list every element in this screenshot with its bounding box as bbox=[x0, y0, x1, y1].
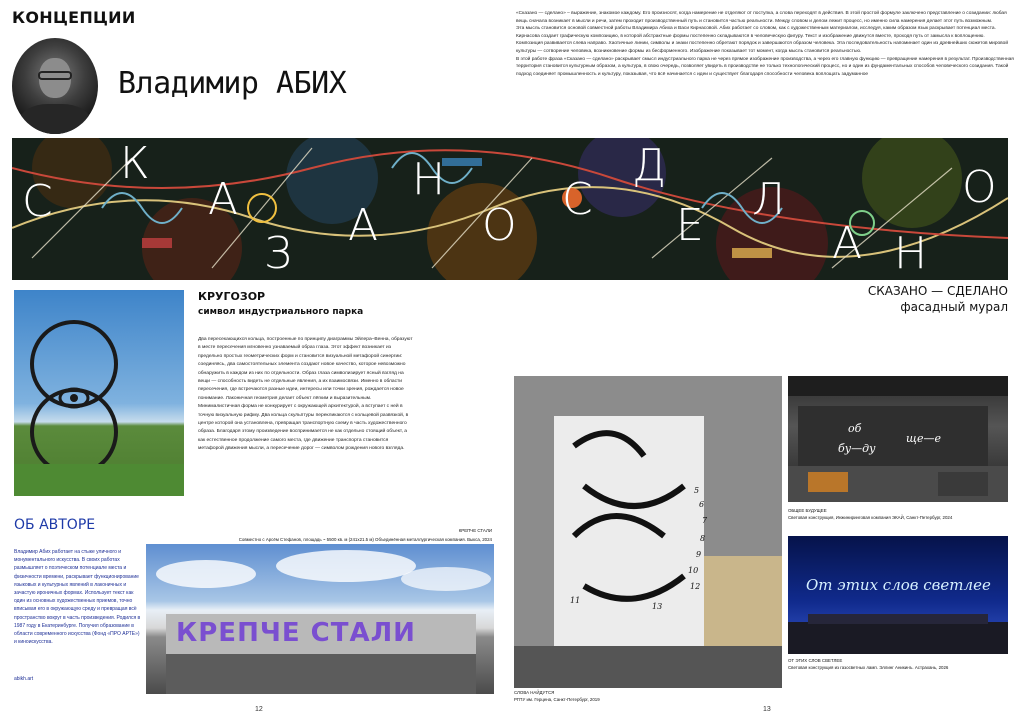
slova-description: РГПУ им. Герцена, Санкт-Петербург, 2019 bbox=[514, 697, 600, 702]
wall-number: 6 bbox=[699, 500, 705, 509]
wall-number: 12 bbox=[690, 582, 701, 591]
obshe-description: Световая конструкция, Инжиниринговая компания ЭКАЙ, Санкт-Петербург, 2024 bbox=[788, 515, 953, 520]
about-text: Владимир Абих работает на стыке уличного и монументального искусства. В своих работах размышляет о поэтическом потенциале места и физичности времени, раскрывает функционирование языковых и культурных явлений в лаконичных и зачастую ироничных формах. Использует текст как один из основных художественных приемов, точно вписывая его в окружающую среду и превращая всё пространство вокруг в часть произведения. Родился в 1987 году в Екатеринбурге. Получил образование в области современного искусства (Фонд «ПРО АРТЕ») и киноискусства. bbox=[14, 549, 141, 646]
wall-number: 11 bbox=[570, 596, 581, 605]
mural-letter: К bbox=[120, 138, 150, 189]
intro-paragraph: Композиция развивается слева направо. Хаотичные линии, символы и знаки постепенно обретают порядок и завершаются образом человека. Эта последовательность напоминает один из древнейших сюжетов мировой культуры — сотворение человека, возникновение формы из бесформенного. Изображение показывает тот момент, когда мысль становится реальностью. bbox=[516, 41, 1009, 54]
wall-number: 8 bbox=[700, 534, 706, 543]
page-number-left: 12 bbox=[255, 706, 263, 713]
neon-description: Световая конструкция из газосветных ламп. Эллинг Аникинъ. Астрахань, 2026 bbox=[788, 665, 949, 670]
mural-letter: Д bbox=[632, 140, 667, 191]
intro-paragraph: В этой работе фраза «Сказано — сделано» раскрывает смысл индустриального парка не через прямое изображение производства, а через его главную функцию — превращение намерения в результат. Производственная территория становится культурным образом, а культура, в свою очередь, позволяет увидеть в производстве не только технологический процесс, но и один из фундаментальных способов человеческого созидания. Такой подход соединяет промышленность и культуру, показывая, что всё начинается с идеи и существует благодаря способности человека воплощать задуманное bbox=[516, 56, 1014, 77]
neon-photo bbox=[788, 536, 1008, 654]
wall-number: 13 bbox=[652, 602, 663, 611]
slova-label: СЛОВА НАЙДУТСЯ bbox=[514, 690, 555, 695]
neon-scene bbox=[788, 536, 1008, 654]
obshe-sign-right: ще—е bbox=[906, 432, 942, 445]
krepche-photo bbox=[146, 544, 494, 694]
avatar-shirt bbox=[20, 104, 90, 134]
mural-letter: С bbox=[562, 174, 593, 225]
avatar-glasses-icon bbox=[38, 71, 72, 80]
mural-letter: З bbox=[264, 228, 292, 279]
wall-mural-scene bbox=[514, 376, 782, 688]
krepche-sign: КРЕПЧЕ СТАЛИ bbox=[176, 618, 416, 648]
krugozor-photo bbox=[14, 290, 184, 496]
mural-letter: А bbox=[208, 174, 239, 225]
krepche-description: Совместно с Арсём Стефанов, площадь ~ 5500 кв. м (241х21.5 м) Объединённая металлургическая компания. Выкса, 2024 bbox=[238, 537, 492, 542]
krepche-label: КРЕПЧЕ СТАЛИ bbox=[458, 528, 492, 533]
author-name: Владимир АБИХ bbox=[118, 66, 347, 101]
intro-paragraph: Эта мысль становится основой совместной работы Владимира Абиха и Васи Кирнасовой. Абих работает со словом, как с художественным материалом, исследуя, каким образом язык раскрывает потенциал места. Кирнасова создает графическую композицию, в которой абстрактные формы постепенно складываются в человеческую фигуру. Текст и изображение движутся вместе, проходя путь от замысла к воплощению. bbox=[516, 26, 996, 39]
mural-letter: А bbox=[348, 200, 379, 251]
mural-letter: А bbox=[832, 218, 863, 269]
slova-photo bbox=[514, 376, 782, 688]
obshe-sign-bottom: бу—ду bbox=[838, 442, 876, 455]
wall-number: 9 bbox=[696, 550, 702, 559]
mural-letter: Л bbox=[752, 174, 786, 225]
krugozor-subtitle: символ индустриального парка bbox=[198, 307, 364, 317]
about-title: ОБ АВТОРЕ bbox=[14, 517, 96, 533]
obshe-label: ОБЩЕЕ БУДУЩЕЕ bbox=[788, 508, 827, 513]
obshe-photo bbox=[788, 376, 1008, 502]
obshe-sign-top: об bbox=[848, 422, 862, 435]
neon-sign: От этих слов светлее bbox=[806, 576, 991, 594]
krugozor-text: Два пересекающихся кольца, построенные по принципу диаграммы Эйлера–Венна, образуют в месте пересечения мгновенно узнаваемый образ глаза. Этот эффект возникает из предельно простых геометрических форм и становится визуальной метафорой синергии: соединяясь, два самостоятельных элемента создают новое качество, которое невозможно обнаружить в каждом из них по отдельности. Образ глаза символизирует ясный взгляд на вещи — способность видеть не отдельные явления, а их взаимосвязи. Именно в области пересечения, где встречаются разные идеи, интересы или точки зрения, рождается новое понимание. Лаконичная геометрия делает объект лёгким и выразительным. Минималистичная форма не конкурирует с окружающей архитектурой, а вступает с ней в точную визуальную рифму. Два кольца скульптуры перекликаются с кольцевой развязкой, в центре которой она установлена, превращая транспортную схему в часть художественного образа. Благодаря этому произведение воспринимается не как отдельно стоящий объект, а как естественное продолжение самого места, где движение транспорта становится метафорой движения мысли, а пересечение дорог — символом рождения нового взгляда. bbox=[198, 337, 413, 452]
mural-letter: О bbox=[482, 200, 517, 251]
intro-text bbox=[516, 10, 1016, 78]
mural-letter: С bbox=[22, 176, 53, 227]
mural-letter: Н bbox=[894, 228, 928, 279]
author-website-link[interactable]: abikh.art bbox=[14, 676, 34, 682]
wall-number: 10 bbox=[688, 566, 699, 575]
wall-number: 7 bbox=[702, 516, 708, 525]
intro-paragraph: «Сказано — сделано» – выражение, знакомое каждому. Его произносят, когда намерение не отделяют от поступка, а слова переходят в действия. В этой простой формуле заключено представление о созидании: любая вещь сначала возникает в мысли и речи, затем проходит производственный путь и становится частью реальности. Между словом и делом лежит процесс, но именно сила намерения делает этот путь возможным. bbox=[516, 11, 1007, 24]
mural-letter: О bbox=[962, 162, 997, 213]
mural-letter: Е bbox=[676, 200, 704, 251]
neon-label: ОТ ЭТИХ СЛОВ СВЕТЛЕЕ bbox=[788, 658, 843, 663]
mural-letter: Н bbox=[412, 154, 446, 205]
mural-caption-subtitle: фасадный мурал bbox=[900, 300, 1008, 314]
author-avatar bbox=[12, 38, 98, 134]
krugozor-title: КРУГОЗОР bbox=[198, 290, 266, 303]
ring-sculpture-icon bbox=[14, 290, 184, 496]
wall-number: 5 bbox=[694, 486, 700, 495]
mural-caption-title: СКАЗАНО — СДЕЛАНО bbox=[867, 284, 1008, 298]
section-title: КОНЦЕПЦИИ bbox=[12, 8, 136, 27]
workshop-scene bbox=[788, 376, 1008, 502]
mural-banner bbox=[12, 138, 1008, 280]
page-number-right: 13 bbox=[763, 706, 771, 713]
